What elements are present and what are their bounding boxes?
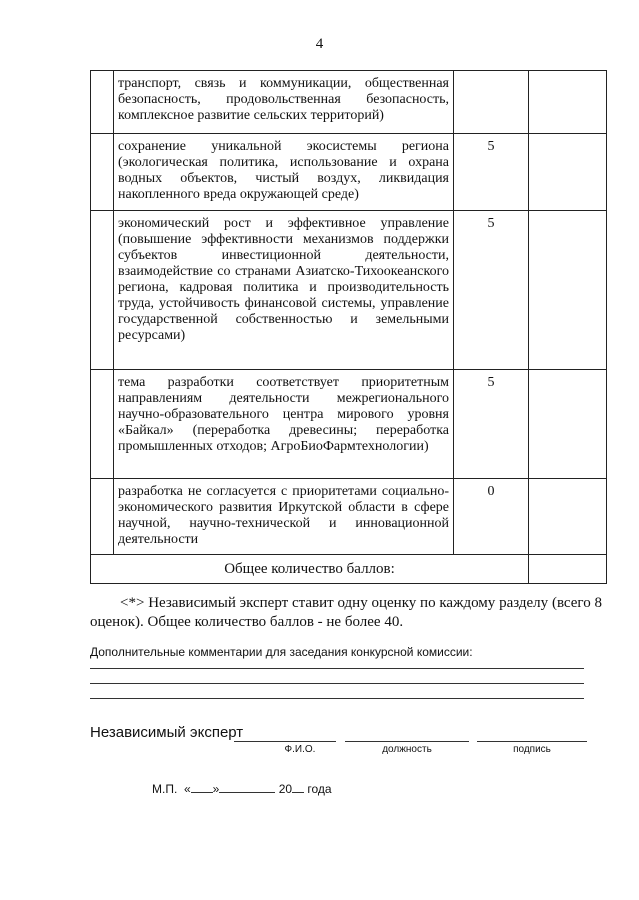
comment-line <box>90 668 584 669</box>
criterion-text: транспорт, связь и коммуникации, общественная безопасность, продовольственная безопасность, комплексное развитие сельских территорий) <box>118 76 449 123</box>
year-word: года <box>307 782 332 796</box>
criterion-text: сохранение уникальной экосистемы региона (экологическая политика, использование и охрана водных объектов, чистый воздух, ликвидация накопленного вреда окружающей среде) <box>118 139 449 202</box>
criterion-score: 5 <box>487 139 495 154</box>
position-caption: должность <box>382 744 432 755</box>
signature-line <box>477 741 587 742</box>
expert-label: Независимый эксперт <box>90 724 244 741</box>
fio-caption: Ф.И.О. <box>284 744 316 755</box>
table-row <box>91 211 607 370</box>
stamp-date-line <box>152 780 332 796</box>
open-quote: « <box>183 782 191 796</box>
criterion-score: 5 <box>487 375 495 390</box>
footnote: <*> Независимый эксперт ставит одну оценку по каждому разделу (всего 8 оценок). Общее количество баллов - не более 40. <box>90 595 602 630</box>
comments-label: Дополнительные комментарии для заседания конкурсной комиссии: <box>90 645 473 659</box>
criterion-text: экономический рост и эффективное управление (повышение эффективности механизмов поддержки субъектов инвестиционной деятельности, взаимодействие со странами Азиатско-Тихоокеанского региона, кадровая политика и производительность труда, устойчивость финансовой системы, управление государственной собственностью и земельными ресурсами) <box>118 216 449 343</box>
criterion-score <box>454 71 528 76</box>
day-blank <box>191 780 213 793</box>
criterion-score: 0 <box>487 484 495 499</box>
table-row <box>91 71 607 134</box>
comment-line <box>90 683 584 684</box>
position-line <box>345 741 469 742</box>
page-number: 4 <box>315 36 324 52</box>
stamp-label: М.П. <box>152 782 178 796</box>
table-row <box>91 134 607 211</box>
comment-line <box>90 698 584 699</box>
table-row <box>91 370 607 479</box>
signature-caption: подпись <box>513 744 551 755</box>
criterion-text: тема разработки соответствует приоритетным направлениям деятельности межрегионального научно-образовательного центра мирового уровня «Байкал» (переработка древесины; переработка промышленных отходов; АгроБиоФармтехнологии) <box>118 375 449 454</box>
total-value-cell <box>529 555 607 584</box>
total-label: Общее количество баллов: <box>91 555 529 584</box>
month-blank <box>219 780 275 793</box>
criterion-text: разработка не согласуется с приоритетами социально-экономического развития Иркутской области в сфере научной, научно-технической и инновационной деятельности <box>118 484 449 547</box>
criterion-score: 5 <box>487 216 495 231</box>
century-label: 20 <box>278 782 293 796</box>
fio-line <box>234 741 336 742</box>
criteria-table <box>90 70 607 584</box>
year-blank <box>292 780 304 793</box>
total-row <box>91 555 607 584</box>
table-row <box>91 479 607 555</box>
close-quote: » <box>212 782 220 796</box>
